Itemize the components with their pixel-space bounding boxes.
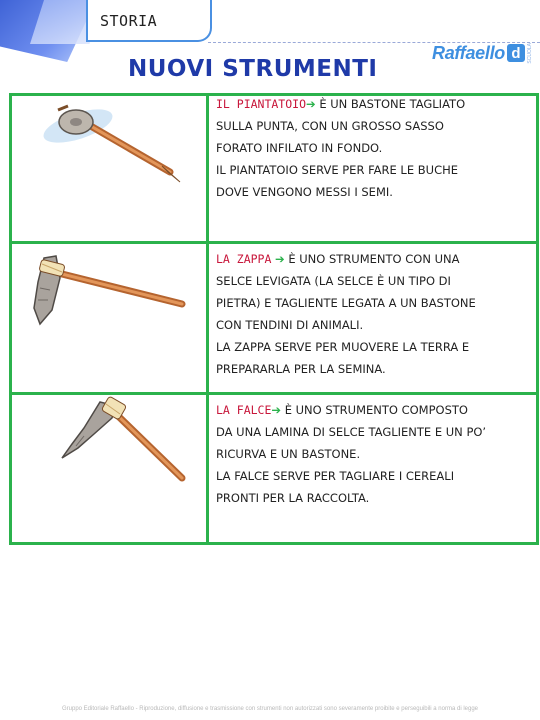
dibble-description <box>216 93 516 203</box>
description-line: LA ZAPPA SERVE PER MUOVERE LA TERRA E <box>216 340 470 354</box>
tool-name: IL PIANTATOIO <box>216 97 307 111</box>
hoe-tool-illustration <box>26 248 194 332</box>
description-line <box>216 93 516 115</box>
description-line: PIETRA) E TAGLIENTE LEGATA A UN BASTONE <box>216 296 476 310</box>
subject-label: STORIA <box>100 12 158 30</box>
logo-letter: d <box>507 44 525 62</box>
description-text: È UNO STRUMENTO CON UNA <box>288 252 460 266</box>
description-line <box>216 248 516 270</box>
description-line <box>216 399 516 421</box>
logo-small-text: SCUOLA <box>527 42 533 64</box>
hoe-description <box>216 248 516 380</box>
arrow-icon: ➔ <box>306 97 316 111</box>
sickle-description <box>216 399 516 509</box>
logo-text: Raffaello <box>432 42 505 63</box>
tool-name: LA FALCE <box>216 403 272 417</box>
description-line: SULLA PUNTA, CON UN GROSSO SASSO <box>216 119 444 133</box>
description-line: DOVE VENGONO MESSI I SEMI. <box>216 185 393 199</box>
description-line: SELCE LEVIGATA (LA SELCE È UN TIPO DI <box>216 274 451 288</box>
description-line: PRONTI PER LA RACCOLTA. <box>216 491 370 505</box>
description-line: RICURVA E UN BASTONE. <box>216 447 361 461</box>
copyright-footer: Gruppo Editoriale Raffaello - Riproduzione, diffusione e trasmissione con strumenti non autorizzati sono severamente proibite e perseguibili a norma di legge <box>61 706 478 712</box>
description-line: FORATO INFILATO IN FONDO. <box>216 141 383 155</box>
table-row-divider <box>9 392 539 395</box>
description-line: LA FALCE SERVE PER TAGLIARE I CEREALI <box>216 469 455 483</box>
dibble-tool-illustration <box>30 100 190 190</box>
description-line: IL PIANTATOIO SERVE PER FARE LE BUCHE <box>216 163 459 177</box>
tool-name: LA ZAPPA <box>216 252 272 266</box>
description-text: È UN BASTONE TAGLIATO <box>319 97 466 111</box>
description-line: CON TENDINI DI ANIMALI. <box>216 318 364 332</box>
description-line: PREPARARLA PER LA SEMINA. <box>216 362 386 376</box>
description-line: DA UNA LAMINA DI SELCE TAGLIENTE E UN PO’ <box>216 425 487 439</box>
arrow-icon: ➔ <box>275 252 285 266</box>
table-column-divider <box>206 93 209 545</box>
arrow-icon: ➔ <box>271 403 282 417</box>
table-row-divider <box>9 241 539 244</box>
page-title: NUOVI STRUMENTI <box>128 56 378 82</box>
publisher-logo <box>432 42 533 64</box>
description-text: È UNO STRUMENTO COMPOSTO <box>284 403 468 417</box>
sickle-tool-illustration <box>54 396 194 486</box>
